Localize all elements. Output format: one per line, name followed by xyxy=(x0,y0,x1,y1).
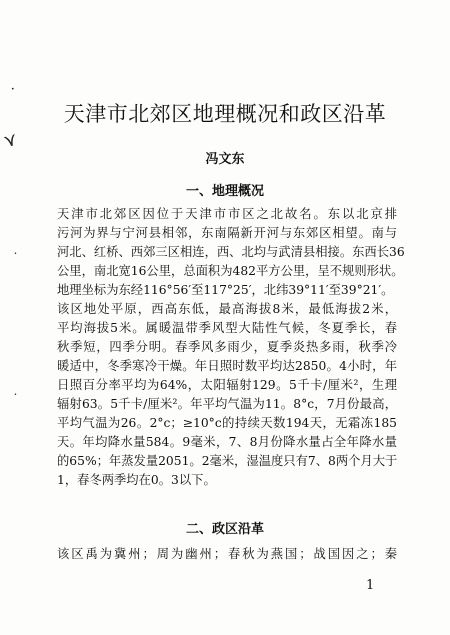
text-line: 地理坐标为东经116°56′至117°25′，北纬39°11′至39°21′。 xyxy=(57,283,394,297)
text-line: 该区地处平原，西高东低，最高海拔8米，最低海拔2米， xyxy=(57,302,397,316)
paragraph-location xyxy=(57,205,405,300)
paragraph-history xyxy=(57,544,397,564)
text-line: 1，春冬两季均在0。3以下。 xyxy=(57,473,216,487)
scan-speck: • xyxy=(14,251,17,257)
section-heading-geography: 一、地理概况 xyxy=(185,184,264,199)
paragraph-climate xyxy=(57,300,397,490)
text-line: 的65%；年蒸发量2051。2毫米，湿温度只有7、8两个月大于 xyxy=(57,454,398,468)
text-line: 天。年均降水量584。9毫米，7、8月份降水量占全年降水量 xyxy=(57,435,397,449)
section-heading-history: 二、政区沿革 xyxy=(185,522,264,537)
text-line: 暖适中，冬季寒冷干燥。年日照时数平均达2850。4小时，年 xyxy=(57,359,397,373)
text-line: 污河为界与宁河县相邻，东南隔新开河与东郊区相望。南与 xyxy=(57,226,397,240)
scan-smudge-icon: ⋎ xyxy=(1,128,20,153)
scan-speck: • xyxy=(11,86,15,93)
text-line: 秋季短，四季分明。春季风多雨少，夏季炎热多雨，秋季冷 xyxy=(57,340,397,354)
text-line: 天津市北郊区因位于天津市市区之北故名。东以北京排 xyxy=(57,207,397,221)
text-line: 该区禹为冀州；周为幽州；春秋为燕国；战国因之；秦 xyxy=(57,547,397,561)
text-line: 日照百分率平均为64%，太阳辐射129。5千卡/厘米²，生理 xyxy=(57,378,397,392)
page-number: 1 xyxy=(366,578,375,593)
text-line: 河北、红桥、西郊三区相连，西、北均与武清县相接。东西长36 xyxy=(57,245,405,259)
document-title: 天津市北郊区地理概况和政区沿革 xyxy=(63,102,387,126)
text-line: 公里，南北宽16公里，总面积为482平方公里，呈不规则形状。 xyxy=(57,264,404,278)
text-line: 平均海拔5米。属暖温带季风型大陆性气候，冬夏季长，春 xyxy=(57,321,397,335)
text-line: 辐射63。5千卡/厘米²。年平均气温为11。8°c，7月份最高， xyxy=(57,397,397,411)
scan-speck: • xyxy=(14,392,17,398)
author-name: 冯文东 xyxy=(205,152,245,167)
text-line: 平均气温为26。2°c；≥10°c的持续天数194天，无霜冻185 xyxy=(57,416,397,430)
